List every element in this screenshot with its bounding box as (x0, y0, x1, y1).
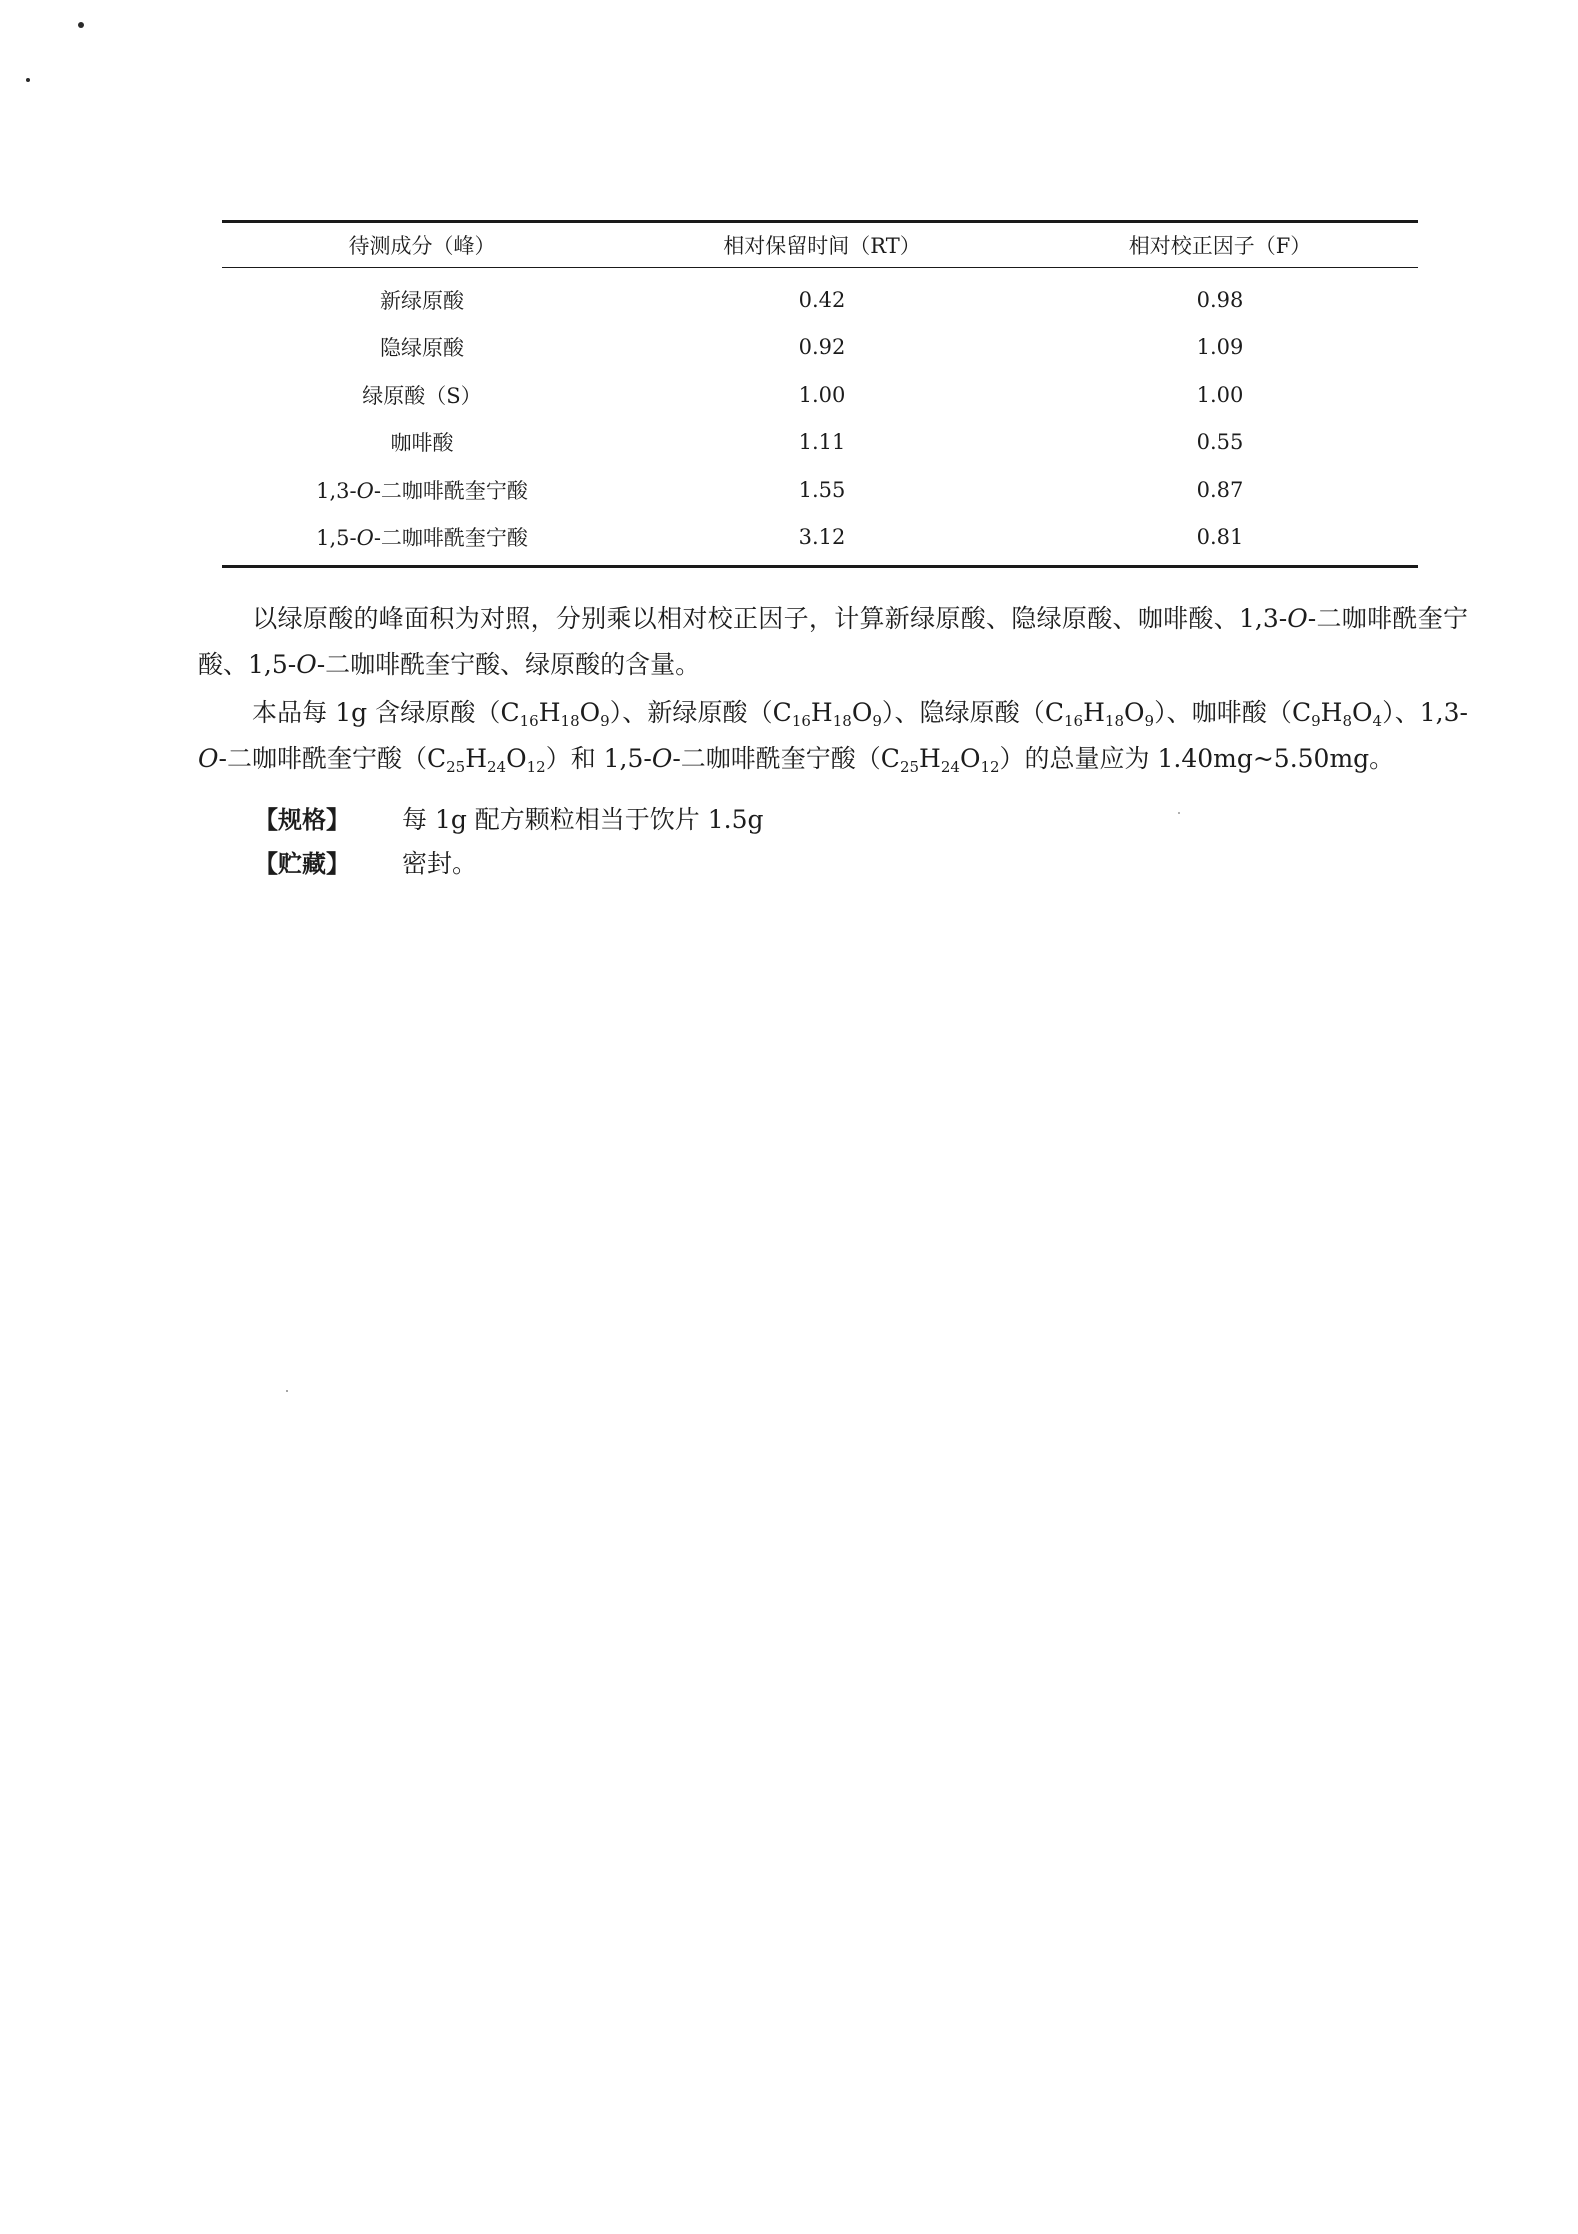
spec-field (254, 798, 764, 842)
cell-f: 0.81 (1022, 514, 1418, 567)
cell-rt: 0.92 (798, 335, 846, 360)
table-row (222, 324, 1418, 372)
cell-rt: 0.42 (798, 287, 846, 312)
cell-rt: 1.11 (798, 430, 846, 455)
text-run: O (198, 744, 219, 773)
scan-speck (1178, 812, 1180, 814)
table-row (222, 371, 1418, 419)
text-run: ）的总量应为 1.40mg~5.50mg。 (999, 744, 1395, 773)
table-row (222, 466, 1418, 514)
text-run: 本品每 1g 含绿原酸（ (252, 698, 501, 727)
calculation-text: 以绿原酸的峰面积为对照，分别乘以相对校正因子，计算新绿原酸、隐绿原酸、咖啡酸、1,3-O-二咖啡酰奎宁酸、1,5-O-二咖啡酰奎宁酸、绿原酸的含量。 (198, 604, 1468, 679)
header-retention-time: 相对保留时间（RT） (622, 222, 1022, 268)
text-run: ）、新绿原酸（ (609, 698, 773, 727)
table-row (222, 514, 1418, 567)
cell-component: 咖啡酸 (390, 431, 454, 456)
formula-caffeic-acid: $C_9H_8O_4$ (1291, 698, 1383, 730)
scan-speck (286, 1390, 288, 1392)
storage-label: 【贮藏】 (254, 850, 350, 878)
text-run: O (651, 744, 673, 773)
table-row (222, 268, 1418, 324)
formula-13-dicaffeoylquinic-acid: $C_{25}H_{24}O_{12}$ (426, 744, 546, 776)
cell-f: 1.09 (1196, 335, 1244, 360)
cell-component: 新绿原酸 (380, 288, 464, 313)
text-run: -二咖啡酰奎宁酸（ (672, 744, 881, 773)
scan-speck (26, 78, 30, 82)
spec-label: 【规格】 (254, 806, 350, 834)
content-limit-paragraph (198, 690, 1468, 782)
calculation-paragraph (198, 596, 1468, 688)
cell-component: 1,3-O-二咖啡酰奎宁酸 (316, 478, 528, 503)
cell-f: 0.55 (1196, 430, 1244, 455)
cell-rt: 1.00 (798, 382, 846, 407)
header-correction-factor: 相对校正因子（F） (1022, 222, 1418, 268)
formula-chlorogenic-acid: $C_{16}H_{18}O_9$ (500, 698, 610, 730)
cell-rt: 3.12 (622, 514, 1022, 567)
storage-value: 密封。 (402, 849, 478, 878)
cell-rt: 1.55 (798, 477, 846, 502)
cell-component: 绿原酸（S） (362, 383, 482, 408)
spec-value: 每 1g 配方颗粒相当于饮片 1.5g (402, 805, 764, 834)
text-run: ）、隐绿原酸（ (881, 698, 1045, 727)
cell-component: 隐绿原酸 (380, 336, 464, 361)
cell-component: 1,5-O-二咖啡酰奎宁酸 (222, 514, 622, 567)
text-run: ）和 1,5- (545, 744, 652, 773)
scan-speck (78, 22, 84, 28)
formula-cryptochlorogenic-acid: $C_{16}H_{18}O_9$ (1044, 698, 1155, 730)
table-header-row (222, 222, 1418, 268)
header-component: 待测成分（峰） (222, 222, 622, 268)
cell-f: 1.00 (1196, 382, 1244, 407)
cell-f: 0.87 (1196, 477, 1244, 502)
formula-15-dicaffeoylquinic-acid: $C_{25}H_{24}O_{12}$ (880, 744, 1000, 776)
table-row (222, 419, 1418, 467)
cell-f: 0.98 (1196, 287, 1244, 312)
formula-neochlorogenic-acid: $C_{16}H_{18}O_9$ (772, 698, 882, 730)
text-run: ）、1,3- (1382, 698, 1468, 727)
text-run: -二咖啡酰奎宁酸（ (218, 744, 427, 773)
storage-field (254, 842, 477, 886)
text-run: ）、咖啡酸（ (1154, 698, 1292, 727)
correction-factor-table (222, 220, 1418, 568)
